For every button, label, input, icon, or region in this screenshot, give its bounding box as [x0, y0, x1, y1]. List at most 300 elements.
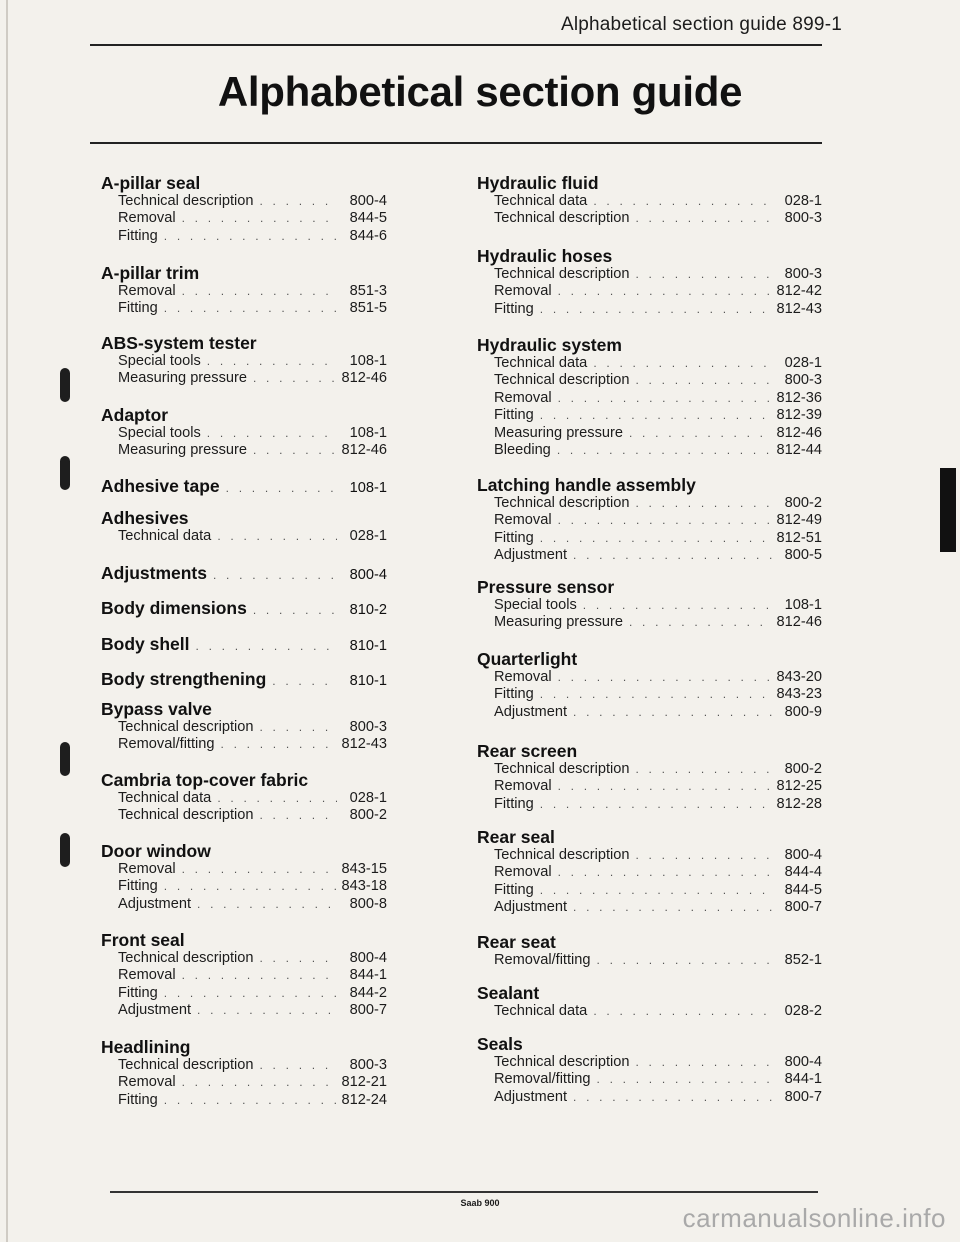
dot-leader: [540, 530, 771, 547]
entry-label: Measuring pressure: [118, 370, 247, 387]
page-reference: 812-46: [341, 370, 387, 387]
entry-label: Removal: [494, 512, 552, 529]
dot-leader: [164, 228, 337, 245]
dot-leader: [583, 597, 772, 614]
entry-label: Technical data: [118, 790, 212, 806]
dot-leader: [182, 967, 337, 984]
page-reference: 812-36: [776, 389, 822, 406]
dot-leader: [182, 210, 337, 227]
section-heading: [101, 634, 387, 656]
dot-leader: [635, 495, 772, 512]
page-reference: 812-43: [341, 736, 387, 753]
index-section: [101, 598, 387, 620]
section-heading: [101, 1037, 387, 1057]
page-reference: 844-4: [784, 864, 822, 881]
index-section: [101, 669, 387, 691]
page-reference: 800-2: [784, 495, 822, 511]
entry-label: Bleeding: [494, 442, 551, 459]
entry-label: Fitting: [494, 686, 534, 703]
section-heading-label: Body strengthening: [101, 669, 267, 689]
dot-leader: [597, 1071, 772, 1088]
entry-label: Removal: [494, 778, 552, 795]
dot-leader: [558, 283, 771, 300]
index-section: [101, 563, 387, 585]
page-reference: 844-1: [784, 1071, 822, 1088]
dot-leader: [164, 985, 337, 1002]
section-heading-label: Adhesives: [101, 508, 189, 528]
index-entry: [477, 686, 822, 703]
page-reference: 812-25: [776, 778, 822, 795]
index-entry: [477, 899, 822, 916]
section-heading: [477, 649, 822, 669]
entry-label: Removal: [118, 967, 176, 984]
index-entry: [101, 283, 387, 300]
index-entry: [101, 425, 387, 442]
section-heading: [101, 669, 387, 691]
entry-label: Fitting: [118, 1091, 158, 1108]
binder-hole: [60, 456, 70, 490]
section-heading: [101, 405, 387, 425]
section-heading: [101, 699, 387, 719]
page-reference: 812-51: [776, 529, 822, 546]
page-reference: 843-18: [341, 878, 387, 895]
page-reference: 812-49: [776, 512, 822, 529]
index-entry: [477, 372, 822, 389]
section-heading-label: Quarterlight: [477, 649, 578, 669]
entry-label: Fitting: [118, 227, 158, 244]
section-heading: [101, 476, 387, 498]
dot-leader: [540, 407, 771, 424]
page-reference: 800-4: [784, 1054, 822, 1070]
dot-leader: [635, 847, 772, 864]
page-reference: 812-39: [776, 407, 822, 424]
section-heading-label: Rear screen: [477, 741, 578, 761]
section-heading-label: Adhesive tape: [101, 476, 220, 496]
dot-leader: [259, 807, 337, 824]
entry-label: Removal: [118, 210, 176, 227]
dot-leader: [593, 355, 772, 372]
section-heading: [101, 770, 387, 790]
index-entry: [101, 861, 387, 878]
dot-leader: [540, 301, 771, 318]
page-reference: 800-4: [349, 567, 387, 583]
section-heading-label: Adjustments: [101, 563, 207, 583]
page-reference: 800-3: [784, 266, 822, 282]
section-heading-label: A-pillar seal: [101, 173, 201, 193]
dot-leader: [207, 353, 337, 370]
index-entry: [477, 301, 822, 318]
page-reference: 800-5: [784, 547, 822, 564]
entry-label: Adjustment: [494, 547, 568, 564]
page-reference: 028-1: [784, 193, 822, 209]
page-reference: 843-15: [341, 861, 387, 877]
index-section: [101, 263, 387, 318]
dot-leader: [253, 600, 337, 620]
page-reference: 028-1: [349, 790, 387, 806]
entry-label: Removal/fitting: [494, 952, 591, 968]
section-heading: [477, 475, 822, 495]
index-entry: [477, 547, 822, 564]
dot-leader: [259, 193, 337, 210]
section-heading: [101, 841, 387, 861]
running-header: Alphabetical section guide 899-1: [560, 14, 842, 35]
page-reference: 800-2: [349, 807, 387, 824]
dot-leader: [253, 370, 336, 387]
index-entry: [101, 193, 387, 210]
page-reference: 812-42: [776, 283, 822, 300]
dot-leader: [259, 950, 337, 967]
page-reference: 812-44: [776, 442, 822, 459]
dot-leader: [207, 425, 337, 442]
entry-label: Fitting: [118, 984, 158, 1001]
section-heading-label: Pressure sensor: [477, 577, 615, 597]
index-entry: [477, 210, 822, 227]
index-entry: [477, 761, 822, 778]
section-heading: [101, 563, 387, 585]
entry-label: Fitting: [494, 881, 534, 898]
entry-label: Fitting: [494, 795, 534, 812]
page-reference: 810-1: [349, 638, 387, 654]
entry-label: Fitting: [118, 300, 158, 317]
watermark: carmanualsonline.info: [682, 1203, 946, 1233]
dot-leader: [573, 1089, 772, 1106]
index-entry: [477, 864, 822, 881]
page-reference: 800-8: [349, 895, 387, 912]
section-heading-label: Door window: [101, 841, 211, 861]
dot-leader: [593, 1003, 772, 1020]
section-thumb-tab: [940, 468, 956, 552]
index-entry: [101, 300, 387, 317]
section-heading-label: Latching handle assembly: [477, 475, 696, 495]
entry-label: Technical description: [118, 193, 254, 209]
page-reference: 800-9: [784, 703, 822, 720]
dot-leader: [272, 671, 337, 691]
section-heading-label: Hydraulic hoses: [477, 246, 613, 266]
index-section: [477, 475, 822, 565]
section-heading: [477, 335, 822, 355]
entry-label: Removal: [494, 669, 552, 685]
index-entry: [477, 425, 822, 442]
entry-label: Fitting: [118, 878, 158, 895]
dot-leader: [259, 719, 337, 736]
index-entry: [101, 1057, 387, 1074]
page-reference: 800-7: [349, 1002, 387, 1019]
footer-rule: [110, 1191, 818, 1193]
index-entry: [101, 442, 387, 459]
index-entry: [477, 530, 822, 547]
index-entry: [477, 882, 822, 899]
page-reference: 812-46: [776, 614, 822, 631]
entry-label: Technical data: [494, 1003, 588, 1019]
dot-leader: [540, 882, 772, 899]
dot-leader: [573, 899, 772, 916]
index-entry: [477, 704, 822, 721]
entry-label: Removal: [494, 389, 552, 406]
dot-leader: [635, 1054, 772, 1071]
dot-leader: [629, 614, 771, 631]
index-entry: [477, 1089, 822, 1106]
page-reference: 844-5: [349, 210, 387, 227]
footer-label: Saab 900: [460, 1198, 500, 1208]
section-heading-label: Cambria top-cover fabric: [101, 770, 309, 790]
index-entry: [477, 512, 822, 529]
dot-leader: [164, 878, 336, 895]
section-heading-label: Body shell: [101, 634, 190, 654]
index-entry: [101, 985, 387, 1002]
dot-leader: [635, 372, 772, 389]
index-section: [101, 770, 387, 825]
dot-leader: [635, 210, 772, 227]
dot-leader: [197, 1002, 337, 1019]
entry-label: Fitting: [494, 407, 534, 424]
page-reference: 852-1: [784, 952, 822, 968]
entry-label: Removal/fitting: [118, 736, 215, 753]
entry-label: Technical description: [494, 847, 630, 863]
index-entry: [477, 266, 822, 283]
entry-label: Technical data: [494, 193, 588, 209]
entry-label: Technical description: [494, 1054, 630, 1070]
entry-label: Technical description: [118, 950, 254, 966]
page-reference: 843-23: [776, 686, 822, 703]
page-reference: 800-3: [784, 210, 822, 227]
index-section: [477, 173, 822, 228]
index-entry: [477, 669, 822, 686]
entry-label: Adjustment: [494, 703, 568, 720]
dot-leader: [182, 861, 336, 878]
page-reference: 812-21: [341, 1074, 387, 1091]
index-section: [101, 508, 387, 545]
dot-leader: [557, 442, 771, 459]
page-reference: 812-28: [776, 795, 822, 812]
index-section: [477, 741, 822, 813]
page-reference: 844-1: [349, 967, 387, 984]
entry-label: Adjustment: [494, 1088, 568, 1105]
index-section: [101, 699, 387, 754]
dot-leader: [196, 636, 338, 656]
header-rule: [90, 44, 822, 46]
index-entry: [101, 1002, 387, 1019]
section-heading-label: Sealant: [477, 983, 540, 1003]
page-reference: 800-3: [349, 1057, 387, 1073]
section-heading-label: Hydraulic fluid: [477, 173, 599, 193]
index-entry: [477, 597, 822, 614]
entry-label: Removal: [494, 864, 552, 881]
binder-hole: [60, 742, 70, 776]
section-heading: [477, 741, 822, 761]
entry-label: Adjustment: [494, 899, 568, 916]
page-reference: 800-3: [349, 719, 387, 735]
section-heading-label: Body dimensions: [101, 598, 247, 618]
index-section: [477, 932, 822, 969]
section-heading-label: Bypass valve: [101, 699, 212, 719]
entry-label: Removal: [494, 283, 552, 300]
index-entry: [101, 950, 387, 967]
dot-leader: [558, 864, 772, 881]
index-entry: [101, 228, 387, 245]
section-heading: [477, 932, 822, 952]
index-entry: [477, 1071, 822, 1088]
dot-leader: [164, 1092, 336, 1109]
page-reference: 812-46: [341, 442, 387, 459]
page-reference: 800-7: [784, 899, 822, 916]
index-entry: [477, 1054, 822, 1071]
index-section: [101, 634, 387, 656]
index-entry: [477, 407, 822, 424]
dot-leader: [540, 686, 771, 703]
page-reference: 800-4: [784, 847, 822, 863]
entry-label: Fitting: [494, 529, 534, 546]
dot-leader: [597, 952, 772, 969]
entry-label: Measuring pressure: [494, 424, 623, 441]
index-section: [477, 983, 822, 1020]
page-edge-shadow: [6, 0, 8, 1242]
binder-hole: [60, 833, 70, 867]
entry-label: Measuring pressure: [118, 442, 247, 459]
page-reference: 800-2: [784, 761, 822, 777]
entry-label: Adjustment: [118, 1002, 192, 1019]
index-entry: [477, 952, 822, 969]
section-heading: [477, 173, 822, 193]
page-reference: 800-4: [349, 193, 387, 209]
dot-leader: [635, 266, 772, 283]
index-entry: [477, 390, 822, 407]
section-heading: [101, 263, 387, 283]
index-entry: [101, 1092, 387, 1109]
index-entry: [101, 790, 387, 807]
entry-label: Technical description: [118, 1057, 254, 1073]
dot-leader: [182, 283, 337, 300]
entry-label: Special tools: [118, 353, 201, 369]
dot-leader: [226, 478, 337, 498]
dot-leader: [635, 761, 772, 778]
index-entry: [477, 1003, 822, 1020]
index-section: [101, 476, 387, 498]
index-entry: [477, 614, 822, 631]
entry-label: Adjustment: [118, 895, 192, 912]
index-section: [477, 335, 822, 459]
index-section: [101, 333, 387, 388]
index-entry: [101, 807, 387, 824]
page-reference: 851-5: [349, 300, 387, 317]
page-reference: 108-1: [784, 597, 822, 613]
page-reference: 800-4: [349, 950, 387, 966]
index-section: [101, 930, 387, 1020]
index-entry: [477, 796, 822, 813]
index-entry: [101, 967, 387, 984]
dot-leader: [217, 790, 337, 807]
dot-leader: [558, 390, 771, 407]
page-reference: 800-7: [784, 1088, 822, 1105]
section-heading-label: Adaptor: [101, 405, 169, 425]
section-heading-label: Headlining: [101, 1037, 191, 1057]
entry-label: Technical description: [494, 266, 630, 282]
page-reference: 800-3: [784, 372, 822, 389]
index-entry: [101, 719, 387, 736]
index-section: [477, 246, 822, 318]
dot-leader: [221, 736, 336, 753]
dot-leader: [164, 300, 337, 317]
index-entry: [477, 495, 822, 512]
entry-label: Technical description: [494, 210, 630, 227]
index-entry: [101, 210, 387, 227]
entry-label: Technical data: [118, 528, 212, 544]
section-heading: [101, 508, 387, 528]
section-heading: [477, 577, 822, 597]
index-section: [477, 1034, 822, 1106]
page-reference: 028-2: [784, 1003, 822, 1019]
index-section: [477, 827, 822, 917]
page-reference: 028-1: [349, 528, 387, 544]
dot-leader: [197, 896, 337, 913]
dot-leader: [213, 565, 337, 585]
index-section: [477, 577, 822, 632]
page-reference: 812-24: [341, 1091, 387, 1108]
entry-label: Technical description: [494, 372, 630, 389]
entry-label: Removal: [118, 861, 176, 877]
dot-leader: [182, 1074, 336, 1091]
index-entry: [477, 847, 822, 864]
page-reference: 810-1: [349, 673, 387, 689]
entry-label: Technical data: [494, 355, 588, 371]
page-reference: 844-2: [349, 984, 387, 1001]
page-reference: 108-1: [349, 353, 387, 369]
entry-label: Technical description: [494, 495, 630, 511]
dot-leader: [558, 669, 771, 686]
dot-leader: [217, 528, 337, 545]
entry-label: Technical description: [494, 761, 630, 777]
index-entry: [477, 778, 822, 795]
page-title: Alphabetical section guide: [217, 68, 743, 115]
index-section: [101, 405, 387, 460]
page-reference: 843-20: [776, 669, 822, 685]
section-heading: [101, 173, 387, 193]
index-entry: [477, 193, 822, 210]
page-reference: 812-43: [776, 300, 822, 317]
entry-label: Removal: [118, 283, 176, 299]
section-heading: [477, 827, 822, 847]
section-heading: [477, 246, 822, 266]
page-reference: 844-6: [349, 227, 387, 244]
dot-leader: [558, 512, 771, 529]
dot-leader: [558, 778, 771, 795]
page-reference: 844-5: [784, 881, 822, 898]
section-heading-label: Seals: [477, 1034, 523, 1054]
dot-leader: [253, 442, 336, 459]
index-entry: [477, 355, 822, 372]
page-reference: 812-46: [776, 424, 822, 441]
section-heading-label: Hydraulic system: [477, 335, 622, 355]
page-reference: 810-2: [349, 602, 387, 618]
page-reference: 108-1: [349, 480, 387, 496]
entry-label: Technical description: [118, 807, 254, 824]
title-rule: [90, 142, 822, 144]
dot-leader: [573, 704, 772, 721]
dot-leader: [540, 796, 771, 813]
index-entry: [101, 878, 387, 895]
dot-leader: [629, 425, 771, 442]
index-entry: [101, 736, 387, 753]
index-entry: [101, 896, 387, 913]
dot-leader: [573, 547, 772, 564]
index-entry: [101, 528, 387, 545]
binder-hole: [60, 368, 70, 402]
section-heading: [101, 930, 387, 950]
section-heading: [477, 983, 822, 1003]
section-heading: [477, 1034, 822, 1054]
entry-label: Measuring pressure: [494, 614, 623, 631]
section-heading-label: Front seal: [101, 930, 185, 950]
entry-label: Removal: [118, 1074, 176, 1091]
